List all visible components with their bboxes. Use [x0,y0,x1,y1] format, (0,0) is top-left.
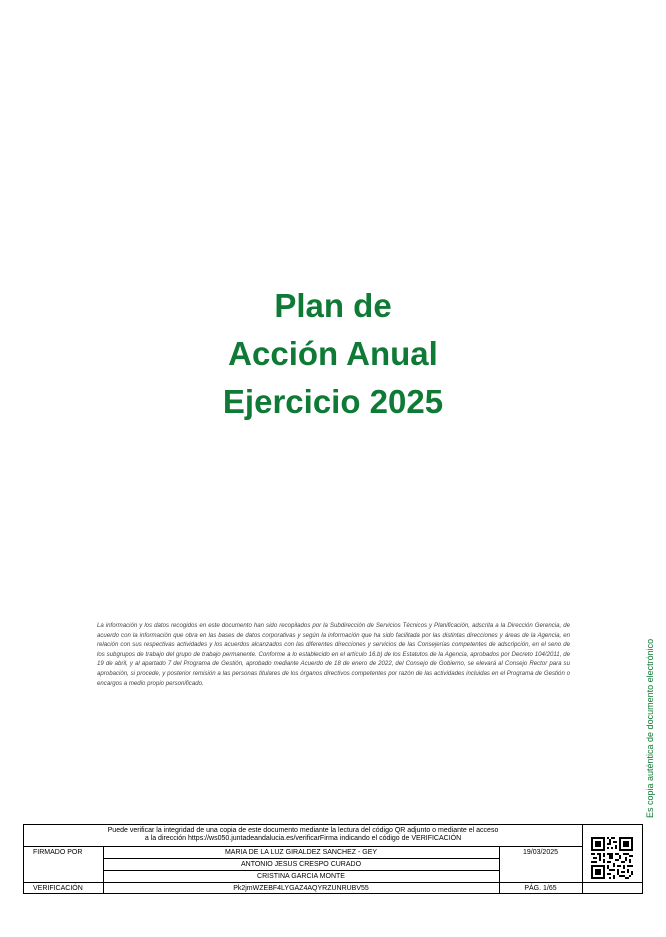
signer-3: CRISTINA GARCIA MONTE [257,873,345,880]
title-line-2: Acción Anual [228,335,438,372]
divider [103,870,499,871]
title-line-1: Plan de [274,287,392,324]
divider [24,882,642,883]
verification-line-2: a la dirección https://ws050.juntadeandalucia.es/verificarFirma indicando el código de VERIFICACIÓN [144,835,462,842]
qr-code-icon[interactable] [591,837,633,879]
signed-by-label: FIRMADO POR [33,849,83,856]
verification-line-1: Puede verificar la integridad de una copia de este documento mediante la lectura del código QR adjunto o mediante el acceso [107,827,499,834]
divider [103,858,499,859]
disclaimer-paragraph: La información y los datos recogidos en este documento han sido recopilados por la Subdirección de Servicios Técnicos y Planificación, adscrita a la Dirección Gerencia, de acuerdo con la información que obra en las bases de datos corporativas y según la información que ha sido facilitada por las distintas direcciones y áreas de la Agencia, en relación con sus respectivas actividades y los acuerdos alcanzados con las diferentes direcciones y servicios de las Consejerías competentes de adscripción, en el seno de los subgrupos de trabajo del grupo de trabajo permanente. Conforme a lo establecido en el artículo 16.b) de los Estatutos de la Agencia, aprobados por Decreto 104/2011, de 19 de abril, y al apartado 7 del Programa de Gestión, aprobado mediante Acuerdo de 18 de enero de 2022, del Consejo de Gobierno, se elevará al Consejo Rector para su aprobación, si procede, y posterior remisión a las personas titulares de los órganos directivos competentes por razón de las actividades incluidas en el Programa de Gestión o encargos a medio propio personificado. [97,622,570,687]
verification-label: VERIFICACIÓN [33,885,83,892]
signer-2: ANTONIO JESUS CRESPO CURADO [240,861,362,868]
verification-code: Pk2jmWZEBF4LYGAZ4AQYRZUNRUBV55 [233,885,369,892]
document-title [0,282,666,426]
title-line-3: Ejercicio 2025 [222,383,444,420]
page-number: PÁG. 1/65 [524,885,557,892]
signature-footer [23,824,643,894]
authentic-copy-note: Es copia auténtica de documento electrónico [645,638,655,818]
signature-date: 19/03/2025 [522,849,559,856]
verification-instructions [24,827,582,843]
signer-1: MARIA DE LA LUZ GIRALDEZ SANCHEZ - GEY [224,849,378,856]
